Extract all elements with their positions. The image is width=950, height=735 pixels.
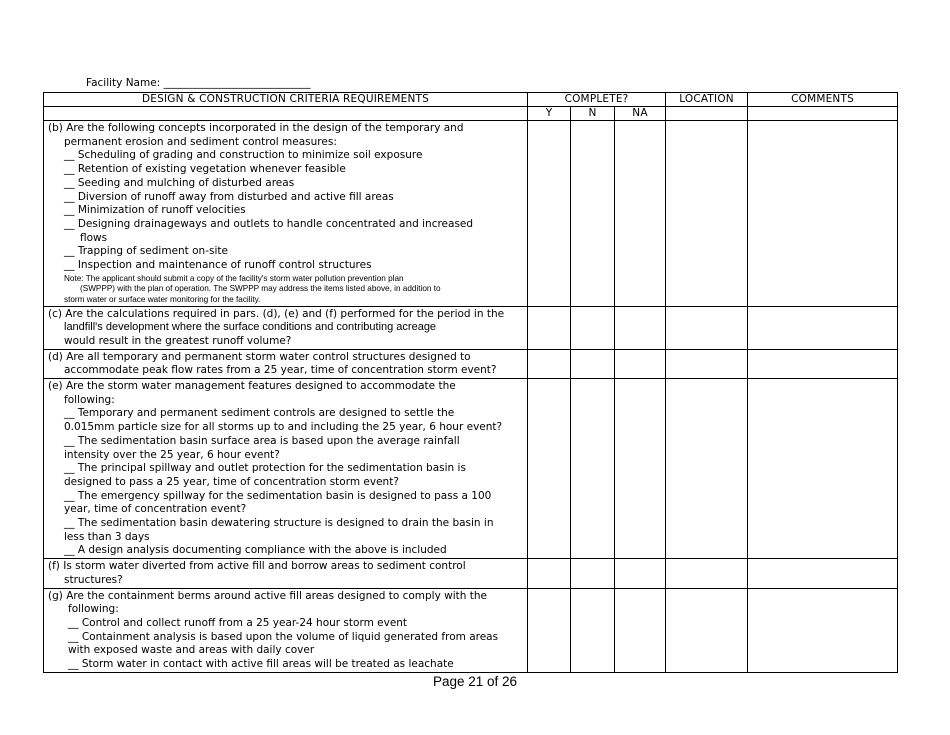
- question-text: (c) Are the calculations required in pars. (d), (e) and (f) performed for the period in the: [48, 307, 505, 320]
- facility-name-label: Facility Name: ____________________________: [86, 77, 311, 89]
- location-cell[interactable]: [666, 121, 748, 307]
- bullet-item: __ Minimization of runoff velocities: [64, 204, 246, 217]
- question-text: permanent erosion and sediment control measures:: [64, 135, 337, 148]
- n-cell[interactable]: [571, 306, 615, 349]
- na-cell[interactable]: [615, 559, 666, 588]
- bullet-item: __ The sedimentation basin dewatering structure is designed to drain the basin in: [64, 517, 494, 530]
- y-cell[interactable]: [528, 121, 571, 307]
- bullet-item-continuation: less than 3 days: [64, 530, 150, 543]
- question-text: would result in the greatest runoff volume?: [64, 334, 292, 347]
- location-cell[interactable]: [666, 306, 748, 349]
- na-cell[interactable]: [615, 379, 666, 559]
- y-cell[interactable]: [528, 306, 571, 349]
- y-header: Y: [528, 107, 571, 121]
- page-number: Page 21 of 26: [432, 674, 518, 689]
- bullet-item: __ Scheduling of grading and construction to minimize soil exposure: [64, 149, 423, 162]
- question-f: [44, 559, 528, 588]
- bullet-item-continuation: year, time of concentration event?: [64, 503, 247, 516]
- table-row: [44, 588, 898, 672]
- criteria-header: DESIGN & CONSTRUCTION CRITERIA REQUIREMENTS: [44, 93, 528, 107]
- question-text: (b) Are the following concepts incorporated in the design of the temporary and: [48, 122, 464, 134]
- header-row: [44, 93, 898, 107]
- na-cell[interactable]: [615, 121, 666, 307]
- location-cell[interactable]: [666, 588, 748, 672]
- question-c: [44, 306, 528, 349]
- bullet-item: __ The emergency spillway for the sedimentation basin is designed to pass a 100: [64, 489, 492, 502]
- comments-cell[interactable]: [748, 306, 898, 349]
- y-cell[interactable]: [528, 559, 571, 588]
- bullet-item-continuation: intensity over the 25 year, 6 hour event?: [64, 448, 280, 461]
- question-b: [44, 121, 528, 307]
- bullet-item-continuation: flows: [80, 231, 108, 244]
- n-cell[interactable]: [571, 559, 615, 588]
- question-text: structures?: [64, 573, 123, 586]
- n-cell[interactable]: [571, 379, 615, 559]
- comments-cell[interactable]: [748, 349, 898, 378]
- n-cell[interactable]: [571, 121, 615, 307]
- question-g: [44, 588, 528, 672]
- n-header: N: [571, 107, 615, 121]
- bullet-item: __ Temporary and permanent sediment controls are designed to settle the: [64, 407, 455, 420]
- note-line: storm water or surface water monitoring for the facility.: [64, 294, 261, 304]
- location-subheader-empty: [666, 107, 748, 121]
- bullet-item: __ Retention of existing vegetation whenever feasible: [64, 163, 346, 176]
- comments-cell[interactable]: [748, 379, 898, 559]
- comments-cell[interactable]: [748, 588, 898, 672]
- note-line: Note: The applicant should submit a copy of the facility's storm water pollution prevention plan: [64, 273, 404, 283]
- na-cell[interactable]: [615, 349, 666, 378]
- table-row: [44, 559, 898, 588]
- bullet-item: __ Containment analysis is based upon the volume of liquid generated from areas: [68, 630, 499, 643]
- note-line: (SWPPP) with the plan of operation. The SWPPP may address the items listed above, in addition to: [80, 284, 441, 294]
- question-text: following:: [64, 393, 115, 406]
- comments-cell[interactable]: [748, 121, 898, 307]
- swppp-note: [64, 274, 524, 306]
- criteria-table: [43, 92, 898, 673]
- bullet-item: __ Control and collect runoff from a 25 year-24 hour storm event: [68, 616, 408, 629]
- y-cell[interactable]: [528, 379, 571, 559]
- na-cell[interactable]: [615, 306, 666, 349]
- table-row: [44, 349, 898, 378]
- question-text: landfill's development where the surface conditions and contributing acreage: [64, 321, 437, 334]
- na-header: NA: [615, 107, 666, 121]
- comments-header: COMMENTS: [748, 93, 898, 107]
- bullet-item: __ Storm water in contact with active fill areas will be treated as leachate: [68, 658, 454, 671]
- question-text: following:: [68, 603, 119, 616]
- y-cell[interactable]: [528, 349, 571, 378]
- question-text: accommodate peak flow rates from a 25 year, time of concentration storm event?: [64, 364, 497, 377]
- question-text: (g) Are the containment berms around active fill areas designed to comply with the: [48, 589, 487, 602]
- bullet-item: __ A design analysis documenting compliance with the above is included: [64, 544, 447, 557]
- criteria-subheader-empty: [44, 107, 528, 121]
- complete-header: COMPLETE?: [528, 93, 666, 107]
- bullet-item: __ Designing drainageways and outlets to handle concentrated and increased: [64, 217, 474, 230]
- comments-cell[interactable]: [748, 559, 898, 588]
- bullet-item: __ Trapping of sediment on-site: [64, 245, 228, 258]
- question-e: [44, 379, 528, 559]
- y-cell[interactable]: [528, 588, 571, 672]
- bullet-item: __ The principal spillway and outlet protection for the sedimentation basin is: [64, 462, 466, 475]
- bullet-item: __ Seeding and mulching of disturbed areas: [64, 176, 295, 189]
- bullet-item-continuation: 0.015mm particle size for all storms up to and including the 25 year, 6 hour event?: [64, 421, 503, 434]
- table-row: [44, 306, 898, 349]
- comments-subheader-empty: [748, 107, 898, 121]
- question-d: [44, 349, 528, 378]
- bullet-item: __ Inspection and maintenance of runoff control structures: [64, 259, 372, 272]
- question-text: (f) Is storm water diverted from active fill and borrow areas to sediment control: [48, 560, 466, 573]
- bullet-item-continuation: designed to pass a 25 year, time of concentration storm event?: [64, 475, 399, 488]
- n-cell[interactable]: [571, 349, 615, 378]
- table-row: [44, 121, 898, 307]
- location-cell[interactable]: [666, 379, 748, 559]
- location-header: LOCATION: [666, 93, 748, 107]
- question-text: (d) Are all temporary and permanent storm water control structures designed to: [48, 350, 471, 363]
- bullet-item: __ The sedimentation basin surface area is based upon the average rainfall: [64, 434, 460, 447]
- bullet-item: __ Diversion of runoff away from disturbed and active fill areas: [64, 190, 394, 203]
- location-cell[interactable]: [666, 559, 748, 588]
- subheader-row: [44, 107, 898, 121]
- question-text: (e) Are the storm water management features designed to accommodate the: [48, 380, 456, 393]
- n-cell[interactable]: [571, 588, 615, 672]
- bullet-item-continuation: with exposed waste and areas with daily cover: [68, 644, 315, 657]
- location-cell[interactable]: [666, 349, 748, 378]
- table-row: [44, 379, 898, 559]
- na-cell[interactable]: [615, 588, 666, 672]
